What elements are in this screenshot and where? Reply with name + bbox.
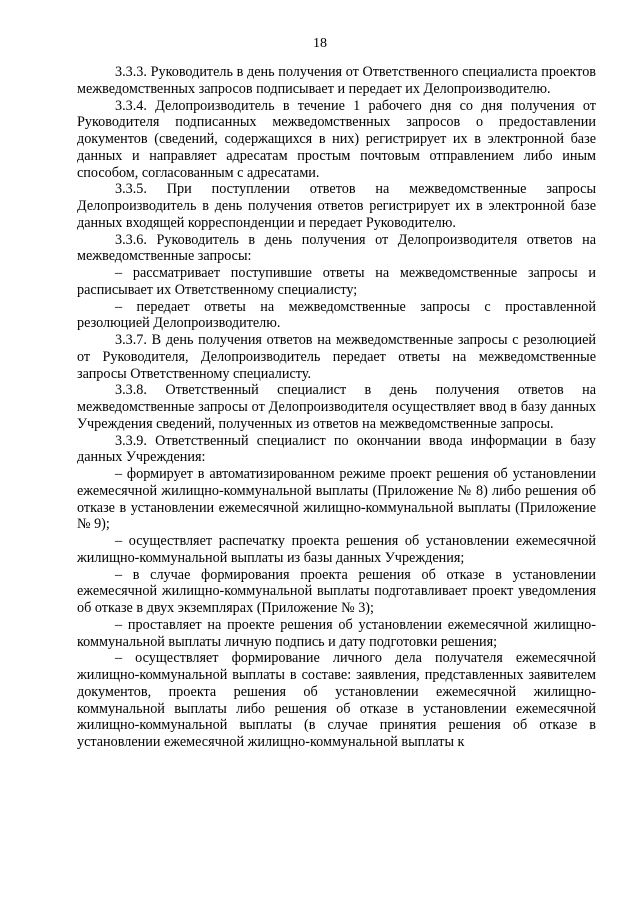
page-number: 18 — [313, 36, 327, 51]
list-item-forward-responses: – передает ответы на межведомственные запросы с проставленной резолюцией Делопроизводителю. — [77, 298, 596, 332]
paragraph-3-3-3: 3.3.3. Руководитель в день получения от Ответственного специалиста проектов межведомственных запросов подписывает и передает их Делопроизводителю. — [77, 64, 596, 97]
paragraph-3-3-6: 3.3.6. Руководитель в день получения от Делопроизводителя ответов на межведомственные запросы: — [77, 231, 596, 265]
paragraph-3-3-9: 3.3.9. Ответственный специалист по окончании ввода информации в базу данных Учреждения: — [77, 432, 596, 466]
paragraph-3-3-4: 3.3.4. Делопроизводитель в течение 1 рабочего дня со дня получения от Руководителя подписанных межведомственных запросов о предоставлении документов (сведений, содержащихся в них) регистрирует их в электронной базе данных и направляет адресатам простым почтовым отправлением либо иным способом, согласованным с адресатами. — [77, 97, 596, 181]
document-body — [77, 64, 596, 751]
list-item-review-responses: – рассматривает поступившие ответы на межведомственные запросы и расписывает их Ответственному специалисту; — [77, 265, 596, 298]
list-item-refusal-notice: – в случае формирования проекта решения об отказе в установлении ежемесячной жилищно-коммунальной выплаты подготавливает проект уведомления об отказе в двух экземплярах (Приложение № 3); — [77, 566, 596, 616]
list-item-form-draft-decision: – формирует в автоматизированном режиме проект решения об установлении ежемесячной жилищно-коммунальной выплаты (Приложение № 8) либо решения об отказе в установлении ежемесячной жилищно-коммунальной выплаты (Приложение № 9); — [77, 466, 596, 533]
list-item-sign-draft: – проставляет на проекте решения об установлении ежемесячной жилищно-коммунальной выплаты личную подпись и дату подготовки решения; — [77, 616, 596, 650]
paragraph-3-3-5: 3.3.5. При поступлении ответов на межведомственные запросы Делопроизводитель в день получения ответов регистрирует их в электронной базе данных входящей корреспонденции и передает Руководителю. — [77, 181, 596, 231]
paragraph-3-3-8: 3.3.8. Ответственный специалист в день получения ответов на межведомственные запросы от Делопроизводителя осуществляет ввод в базу данных Учреждения сведений, полученных из ответов на межведомственные запросы. — [77, 382, 596, 432]
paragraph-3-3-7: 3.3.7. В день получения ответов на межведомственные запросы с резолюцией от Руководителя, Делопроизводитель передает ответы на межведомственные запросы Ответственному специалисту. — [77, 332, 596, 382]
list-item-print-draft: – осуществляет распечатку проекта решения об установлении ежемесячной жилищно-коммунальной выплаты из базы данных Учреждения; — [77, 533, 596, 566]
list-item-personal-file: – осуществляет формирование личного дела получателя ежемесячной жилищно-коммунальной выплаты в составе: заявления, представленных заявителем документов, проекта решения об установлении ежемесячной жилищно-коммунальной выплаты либо решения об отказе в установлении ежемесячной жилищно-коммунальной выплаты (в случае принятия решения об отказе в установлении ежемесячной жилищно-коммунальной выплаты к — [77, 650, 596, 750]
